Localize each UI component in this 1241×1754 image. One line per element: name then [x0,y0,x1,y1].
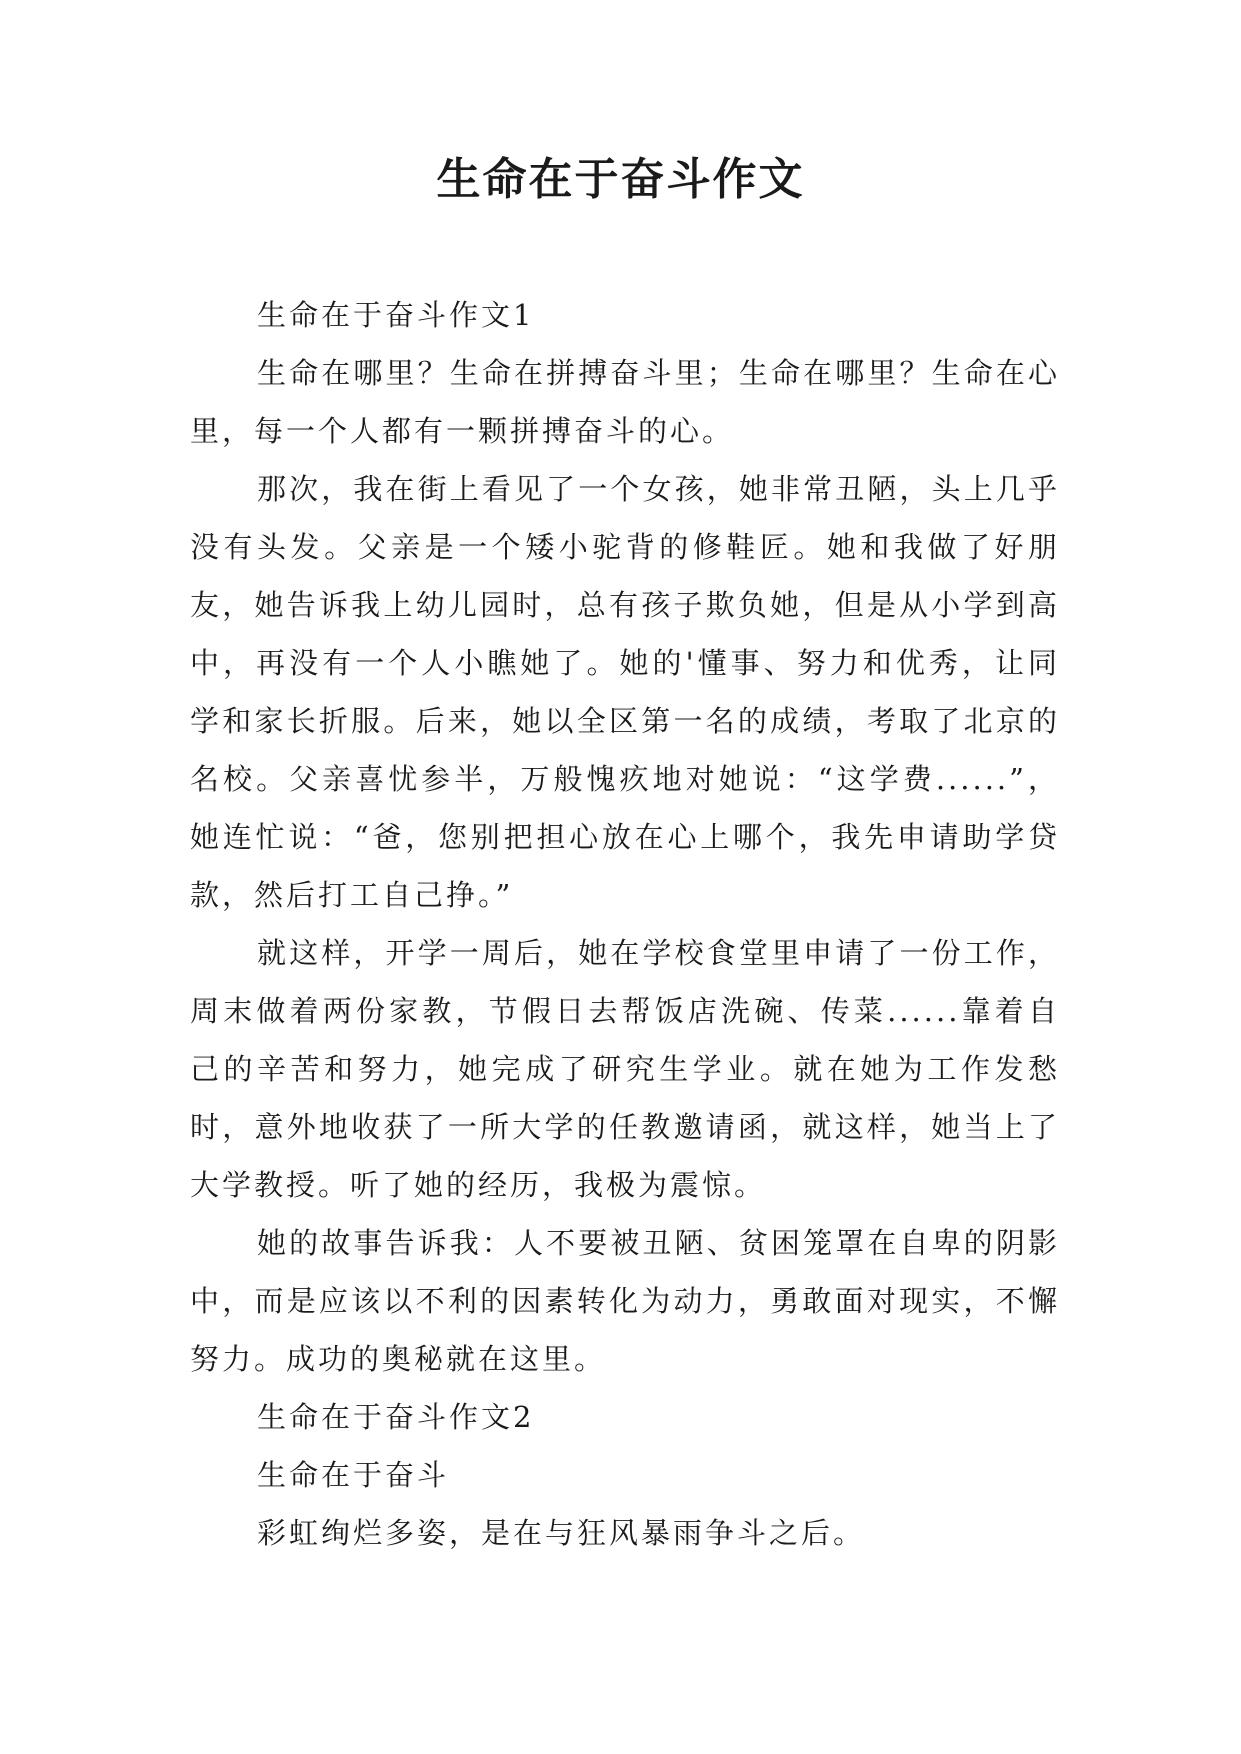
paragraph: 就这样，开学一周后，她在学校食堂里申请了一份工作，周末做着两份家教，节假日去帮饭店洗碗、传菜......靠着自己的辛苦和努力，她完成了研究生学业。就在她为工作发愁时，意外地收获了一所大学的任教邀请函，就这样，她当上了大学教授。听了她的经历，我极为震惊。 [190,936,1060,1202]
document-title: 生命在于奋斗作文 [436,154,805,205]
section-heading-2: 生命在于奋斗作文2 [257,1400,535,1434]
paragraph: 生命在哪里？生命在拼搏奋斗里；生命在哪里？生命在心里，每一个人都有一颗拼搏奋斗的心。 [190,356,1060,448]
paragraph: 那次，我在街上看见了一个女孩，她非常丑陋，头上几乎没有头发。父亲是一个矮小驼背的修鞋匠。她和我做了好朋友，她告诉我上幼儿园时，总有孩子欺负她，但是从小学到高中，再没有一个人小瞧她了。她的'懂事、努力和优秀，让同学和家长折服。后来，她以全区第一名的成绩，考取了北京的名校。父亲喜忧参半，万般愧疚地对她说：“这学费......”，她连忙说：“爸，您别把担心放在心上哪个，我先申请助学贷款，然后打工自己挣。” [190,472,1060,912]
document-body [190,286,1060,1562]
paragraph: 她的故事告诉我：人不要被丑陋、贫困笼罩在自卑的阴影中，而是应该以不利的因素转化为动力，勇敢面对现实，不懈努力。成功的奥秘就在这里。 [190,1226,1060,1376]
paragraph: 彩虹绚烂多姿，是在与狂风暴雨争斗之后。 [257,1516,866,1550]
section-heading-1: 生命在于奋斗作文1 [257,298,535,332]
subtitle: 生命在于奋斗 [257,1458,450,1492]
